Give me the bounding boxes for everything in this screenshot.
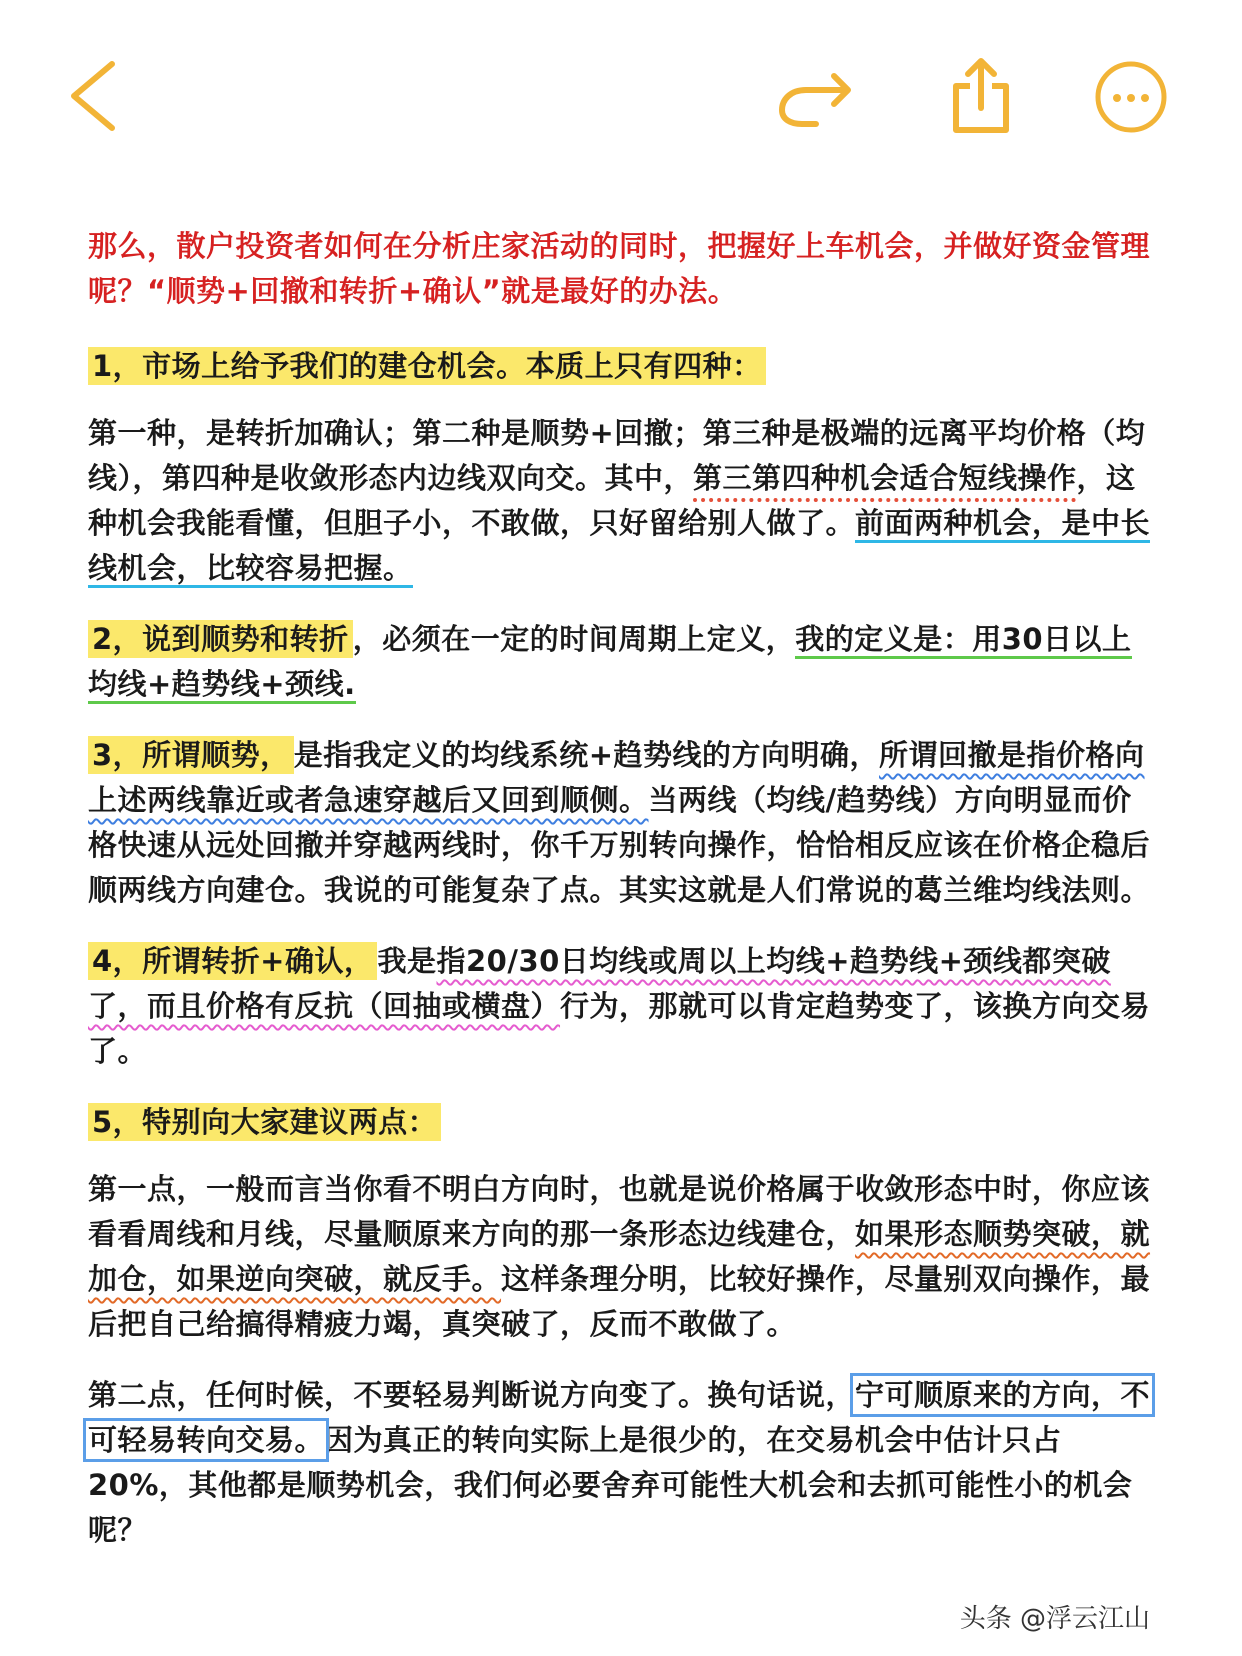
text-span: 行为，那就可以肯定趋势变了，该换方向交易了。 [88,989,1151,1068]
section-1-heading [88,344,1158,389]
intro-paragraph: 那么，散户投资者如何在分析庄家活动的同时，把握好上车机会，并做好资金管理呢？“顺势+回撤和转折+确认”就是最好的办法。 [88,229,1151,308]
text-span: 这样条理分明，比较好操作，尽量别双向操作，最后把自己给搞得精疲力竭，真突破了，反而不敢做了。 [88,1262,1151,1341]
text-span: 第一点，一般而言当你看不明白方向时，也就是说价格属于收敛形态中时，你应该看看周线和月线，尽量顺原来方向的那一条形态边线建仓， [88,1172,1151,1251]
text-span: 第一种，是转折加确认；第二种是顺势+回撤；第三种是极端的远离平均价格（均线），第四种是收敛形态内边线双向交。其中， [88,416,1146,495]
text-span: 当两线（均线/趋势线）方向明显而价格快速从远处回撤并穿越两线时，你千万别转向操作，恰恰相反应该在价格企稳后顺两线方向建仓。我说的可能复杂了点。其实这就是人们常说的葛兰维均线法则。 [88,783,1151,907]
top-toolbar [0,0,1242,200]
text-span: 我是 [377,944,437,978]
orange-wavy-underline: 如果形态顺势突破，就加仓，如果逆向突破，就反手。 [88,1217,1151,1296]
section-1-paragraph [88,411,1158,591]
section-5-point-2 [88,1373,1158,1553]
section-4-paragraph [88,939,1158,1074]
text-span: 因为真正的转向实际上是很少的，在交易机会中估计只占20%，其他都是顺势机会，我们何必要舍弃可能性大机会和去抓可能性小的机会呢？ [88,1423,1133,1547]
green-underline: 我的定义是：用30日以上均线+趋势线+颈线. [88,622,1132,704]
highlight: 5，特别向大家建议两点： [88,1103,441,1141]
section-5-point-1 [88,1167,1158,1347]
blue-wavy-underline: 所谓回撤是指价格向上述两线靠近或者急速穿越后又回到顺侧。 [88,738,1145,817]
highlight: 1，市场上给予我们的建仓机会。本质上只有四种： [88,347,766,385]
text-span: ，必须在一定的时间周期上定义， [352,622,796,656]
section-5-heading [88,1100,1158,1145]
redo-arrow-icon[interactable] [776,66,854,128]
text-span: ，这种机会我能看懂，但胆子小，不敢做，只好留给别人做了。 [88,461,1136,540]
article-body [88,224,1158,1579]
pink-wavy-underline: 指20/30日均线或周以上均线+趋势线+颈线都突破了，而且价格有反抗（回抽或横盘） [88,944,1111,1023]
highlight: 3，所谓顺势， [88,736,294,774]
back-chevron-icon[interactable] [66,60,120,132]
more-dots-icon[interactable] [1094,60,1168,134]
section-3-paragraph [88,733,1158,913]
dotted-annotation: 第三第四种机会适合短线操作 [693,461,1077,495]
share-icon[interactable] [950,56,1012,134]
watermark: 头条 @浮云江山 [959,1604,1150,1634]
highlight: 2，说到顺势和转折 [88,620,353,658]
boxed-annotation: 宁可顺原来的方向，不可轻易转向交易。 [88,1378,1151,1457]
text-span: 第二点，任何时候，不要轻易判断说方向变了。换句话说， [88,1378,856,1412]
section-2-paragraph [88,617,1158,707]
highlight: 4，所谓转折+确认， [88,942,377,980]
cyan-underline: 前面两种机会，是中长线机会，比较容易把握。 [88,506,1150,588]
text-span: 是指我定义的均线系统+趋势线的方向明确， [293,738,879,772]
